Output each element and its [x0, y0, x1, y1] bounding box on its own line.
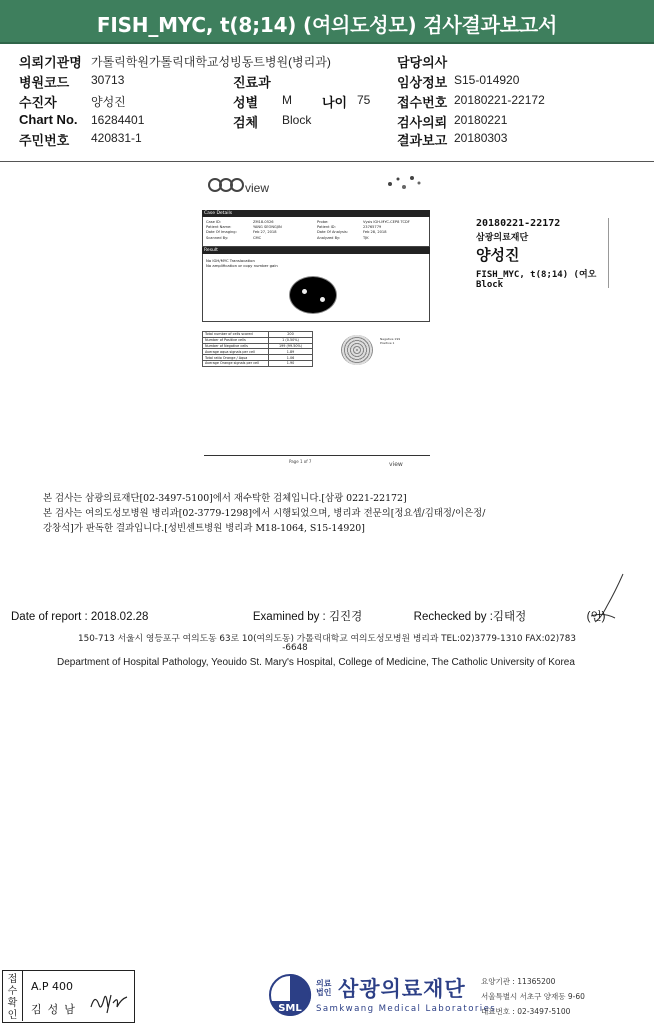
- cell-thumbnail: [341, 335, 373, 365]
- result-body: [202, 254, 430, 322]
- case-left-value: ZM18-0526: [253, 220, 274, 224]
- stamp-code: A.P 400: [31, 980, 73, 993]
- value-institution: 가톨릭학원가톨릭대학교성빙동트병원(병리과): [91, 55, 331, 69]
- mini-legend: [380, 337, 400, 345]
- label-request-date: 검사의뢰: [397, 115, 448, 130]
- bioview-logo-text: view: [245, 180, 270, 195]
- table-row: Number of Positive cells 1 (0.50%): [203, 337, 313, 343]
- label-report-date: 결과보고: [397, 133, 448, 148]
- date-of-report: Date of report : 2018.02.28: [11, 611, 149, 623]
- table-row: Total number of cells scored 200: [203, 332, 313, 338]
- mini-legend-item: Positive 1: [380, 341, 395, 346]
- result-line: No IGH/MYC Translocation: [206, 258, 255, 263]
- case-left-value: Feb 27, 2018: [253, 230, 277, 235]
- contact-line: 서울특별시 서초구 양재동 9-60: [481, 992, 585, 1001]
- bioview-mini-logo: [389, 461, 403, 468]
- label-institution: 의뢰기관명: [19, 55, 82, 70]
- value-chart-no: 16284401: [91, 113, 145, 127]
- table-row: Average Orange signals per cell 1.90: [203, 360, 313, 366]
- label-patient: 수진자: [19, 95, 57, 110]
- case-details-header: Case Details: [202, 210, 430, 217]
- value-sex: M: [282, 93, 292, 107]
- stamp-side-label: 접수 확인: [3, 971, 23, 1021]
- brand-tag: 의료 법인: [316, 979, 332, 997]
- case-left-label: Case ID:: [206, 220, 221, 224]
- lab-brand: [316, 973, 496, 1014]
- value-patient: 양성진: [91, 95, 126, 109]
- contact-line: 요양기관 : 11365200: [481, 977, 556, 986]
- note-line: 강창석]가 판독한 결과입니다.[성빈센트병원 병리과 M18-1064, S15-14920]: [43, 523, 365, 534]
- note-line: 본 검사는 여의도성모병원 병리과[02-3779-1298]에서 시행되었으며, 병리과 전문의[정요셉/김태정/이은정/: [43, 508, 486, 519]
- case-left-value: YANG SEONGJIN: [253, 225, 282, 230]
- hospital-address: 150-713 서울시 영등포구 여의도동 63로 10(여의도동) 가톨릭대학교 여의도성모병원 병리과 TEL:02)3779-1310 FAX:02)783: [78, 634, 576, 644]
- case-details-panel: [202, 210, 430, 322]
- case-left-label: Patient Name:: [206, 225, 232, 230]
- hospital-address-cont: -6648: [282, 643, 308, 653]
- scan-page-label: Page 1 of 7: [289, 459, 312, 464]
- label-lab-name: 삼광의료재단: [476, 233, 529, 243]
- contact-line: 대표번호 : 02-3497-5100: [481, 1007, 571, 1016]
- department-name: Department of Hospital Pathology, Yeouido St. Mary's Hospital, College of Medicine, The Catholic University of Korea: [57, 657, 575, 668]
- value-resident-no: 420831-1: [91, 131, 142, 145]
- label-doctor: 담당의사: [397, 55, 448, 70]
- sml-logo: [266, 971, 314, 1019]
- brand-name: 삼광의료재단: [338, 977, 466, 1001]
- label-test-name: FISH_MYC, t(8;14) (여오: [476, 270, 597, 280]
- label-department: 진료과: [233, 75, 271, 90]
- case-left-label: Scanned By:: [206, 235, 229, 240]
- bioview-logo-mark: [208, 178, 241, 197]
- decorative-dots: [386, 174, 426, 192]
- brand-english: Samkwang Medical Laboratories: [316, 1004, 497, 1014]
- case-right-label: Analyzed By:: [317, 235, 341, 240]
- value-hospital-code: 30713: [91, 73, 125, 87]
- scan-footer-rule: [204, 455, 430, 456]
- report-title-bar: [0, 0, 654, 44]
- table-row: Average aqua signals per cell 1.89: [203, 349, 313, 355]
- report-footer-signoff: [11, 608, 605, 624]
- label-chart-no: Chart No.: [19, 112, 78, 127]
- bioview-logo: [208, 178, 269, 197]
- case-left-value: CMC: [253, 235, 262, 240]
- value-age: 75: [357, 93, 371, 107]
- case-right-label: Patient ID:: [317, 225, 336, 230]
- case-right-value: Vysis IGH-MYC-CEP8 TCDF: [363, 220, 410, 224]
- cell-count-table: [202, 331, 313, 367]
- table-row: Number of Negative cells 199 (99.50%): [203, 343, 313, 349]
- handwritten-signature: [89, 989, 131, 1015]
- case-right-value: TJK: [363, 235, 369, 240]
- seal-mark: (인): [586, 611, 606, 623]
- case-left-label: Date Of Imaging:: [206, 230, 237, 235]
- value-request-date: 20180221: [454, 113, 508, 127]
- examined-by: Examined by : 김진경: [252, 611, 363, 623]
- result-line: No amplification or copy number gain: [206, 263, 278, 268]
- value-clinical-info: S15-014920: [454, 73, 520, 87]
- label-specimen-type: Block: [476, 280, 504, 290]
- value-report-date: 20180303: [454, 131, 508, 145]
- receipt-stamp: [2, 970, 135, 1023]
- value-receipt-no: 20180221-22172: [454, 93, 545, 107]
- patient-info-header: [0, 46, 654, 162]
- case-details-body: [202, 217, 430, 247]
- specimen-label: [476, 218, 609, 288]
- case-right-value: Feb 28, 2018: [363, 230, 387, 235]
- rechecked-by: Rechecked by :김태정: [413, 611, 527, 623]
- label-patient-name: 양성진: [476, 246, 520, 264]
- lab-contact: [481, 974, 585, 1019]
- stamp-name: 김성남: [31, 1003, 81, 1016]
- label-sex: 성별: [233, 95, 259, 110]
- label-receipt-no-text: 20180221-22172: [476, 218, 561, 229]
- value-specimen: Block: [282, 113, 312, 127]
- label-age: 나이: [322, 95, 348, 110]
- bioview-mini-logo-text: view: [389, 461, 403, 468]
- note-line: 본 검사는 삼광의료재단[02-3497-5100]에서 재수탁한 검체입니다.[삼광 0221-22172]: [43, 493, 407, 504]
- case-right-label: Date Of Analysis:: [317, 230, 348, 235]
- case-right-label: Probe:: [317, 220, 329, 224]
- label-resident-no: 주민번호: [19, 133, 70, 148]
- label-receipt-no: 접수번호: [397, 95, 448, 110]
- fish-nucleus-image: [289, 276, 337, 314]
- label-specimen: 검체: [233, 115, 259, 130]
- mini-legend-item: Negative 199: [380, 337, 401, 341]
- report-title: FISH_MYC, t(8;14) (여의도성모) 검사결과보고서: [96, 13, 558, 37]
- result-header: Result: [202, 247, 430, 254]
- label-hospital-code: 병원코드: [19, 75, 70, 90]
- case-right-value: 23765779: [363, 225, 382, 230]
- label-clinical-info: 임상정보: [397, 75, 448, 90]
- sml-logo-text: SML: [278, 1003, 302, 1014]
- table-row: Total ratio Orange / Aqua 1.06: [203, 355, 313, 361]
